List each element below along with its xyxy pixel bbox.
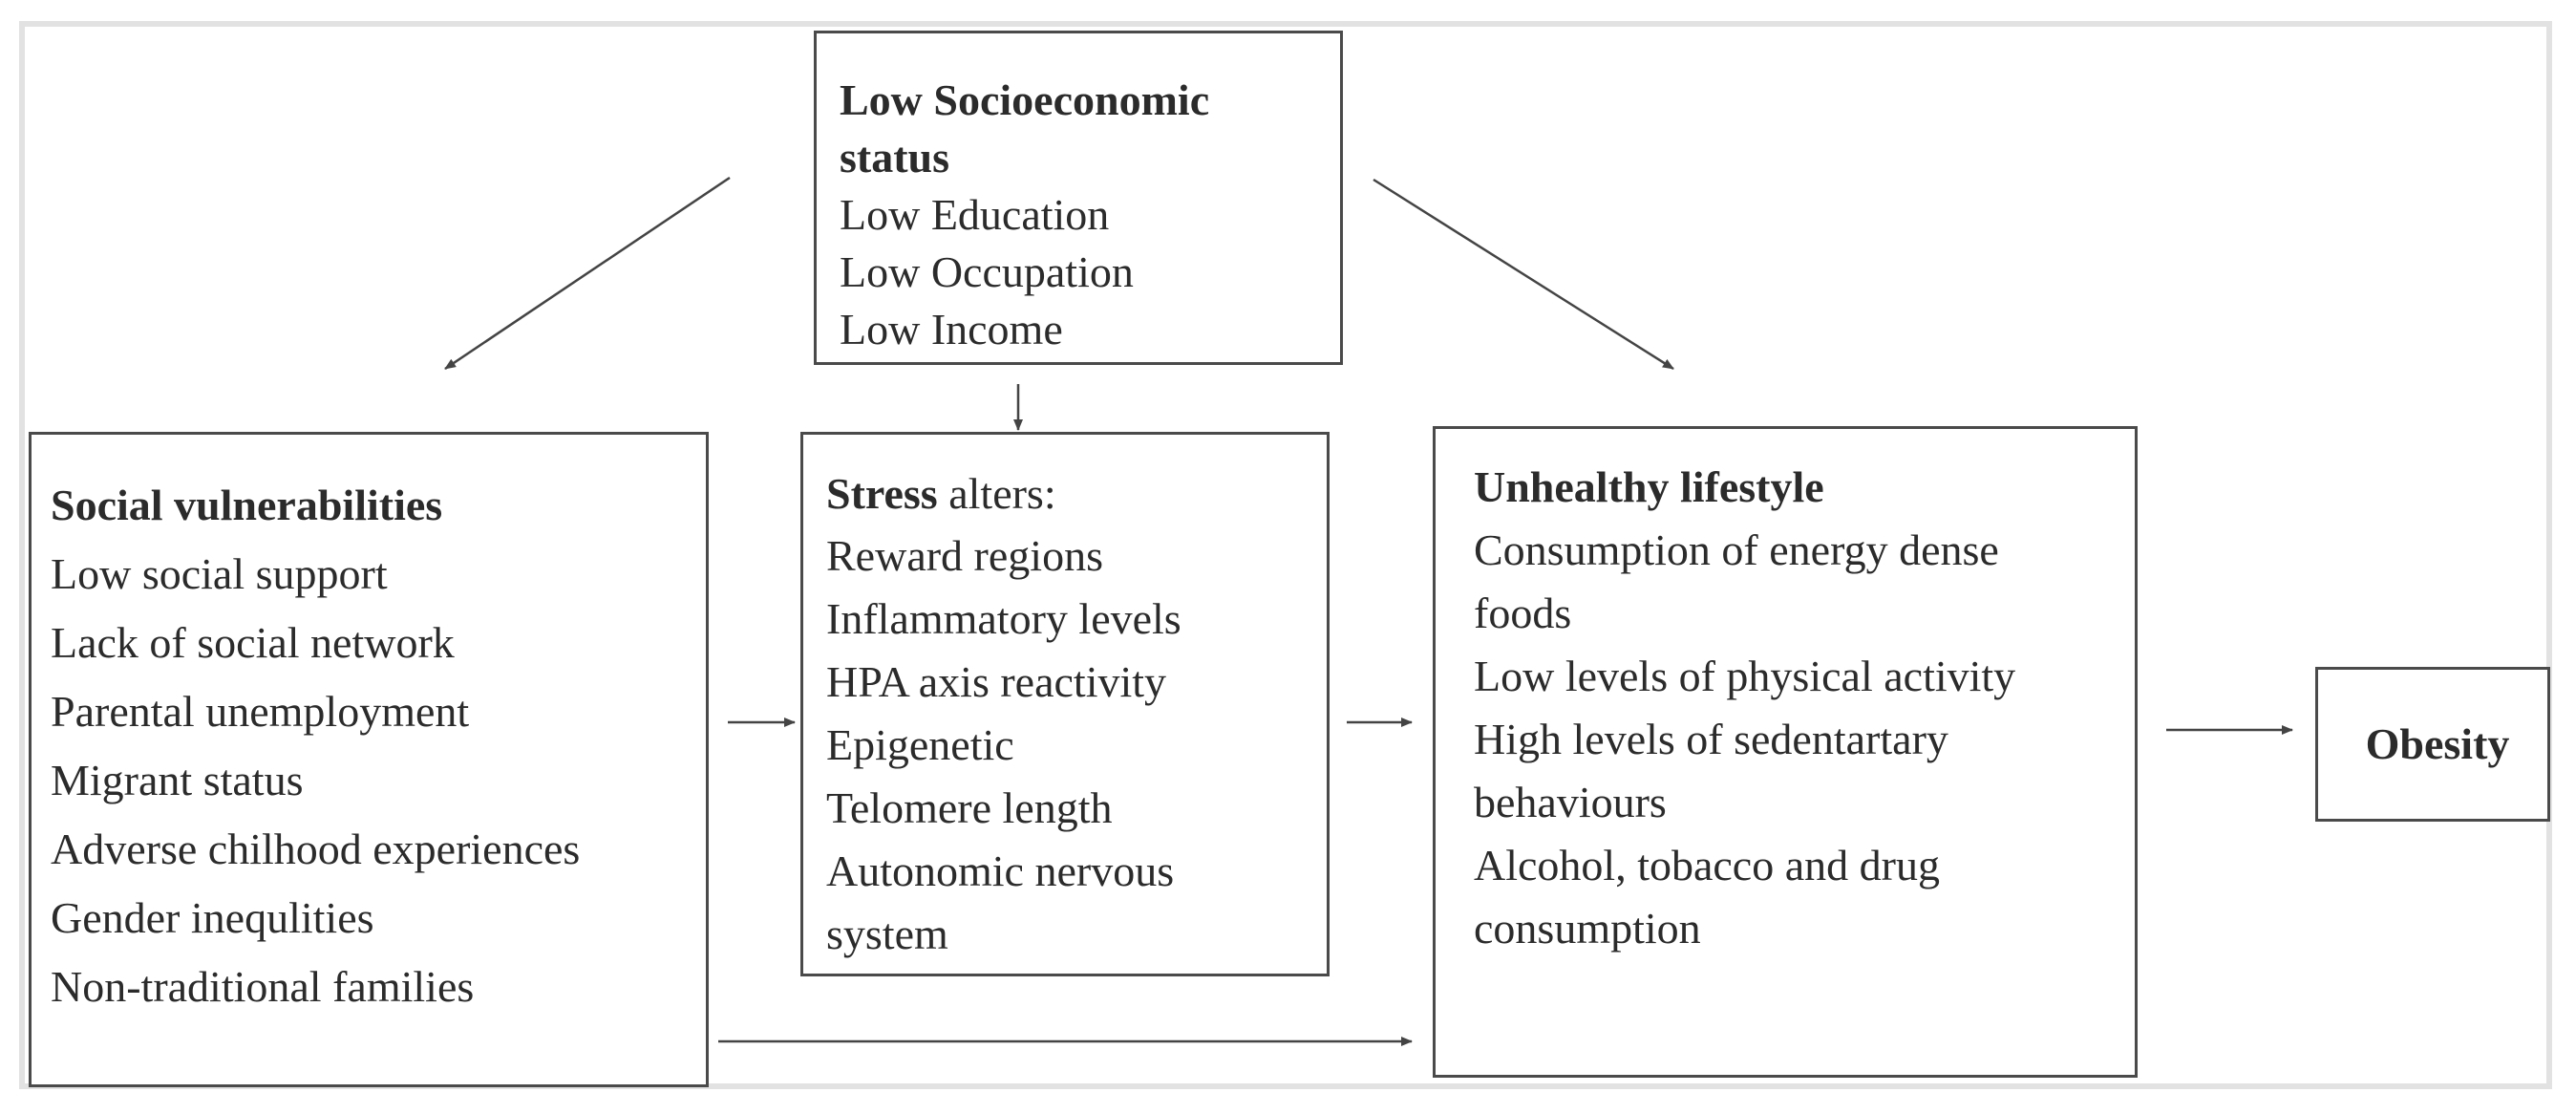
ses-item: Low Occupation [840,247,1134,296]
lifestyle-item: Alcohol, tobacco and drug [1474,841,1940,889]
stress-title-suffix: alters: [937,469,1056,518]
lifestyle-item: High levels of sedentartary [1474,715,1948,763]
lifestyle-item: Low levels of physical activity [1474,652,2016,700]
social-item: Gender inequlities [51,893,374,942]
arrow-ses-to-social [445,178,730,369]
lifestyle-item: Consumption of energy dense [1474,525,1999,574]
stress-item: system [826,910,948,958]
stress-item: Telomere length [826,783,1113,832]
social-item: Low social support [51,549,388,598]
stress-item: Epigenetic [826,720,1014,769]
ses-item: Low Income [840,305,1063,353]
social-item: Lack of social network [51,618,455,667]
stress-item: Reward regions [826,531,1103,580]
stress-item: Inflammatory levels [826,594,1182,643]
arrow-ses-to-lifestyle [1373,180,1673,369]
stress-item: HPA axis reactivity [826,657,1167,706]
lifestyle-title: Unhealthy lifestyle [1474,462,1824,511]
stress-item: Autonomic nervous [826,846,1175,895]
ses-item: Low Education [840,190,1110,239]
stress-title: Stress [826,469,938,518]
social-item: Migrant status [51,756,304,804]
social-item: Adverse chilhood experiences [51,825,581,873]
lifestyle-item: behaviours [1474,778,1667,826]
ses-title-line2: status [840,133,950,182]
lifestyle-item: foods [1474,589,1572,637]
social-item: Parental unemployment [51,687,470,736]
obesity-title: Obesity [2365,719,2510,768]
ses-title-line1: Low Socioeconomic [840,75,1210,124]
social-item: Non-traditional families [51,962,475,1011]
social-title: Social vulnerabilities [51,481,443,529]
lifestyle-item: consumption [1474,904,1701,953]
